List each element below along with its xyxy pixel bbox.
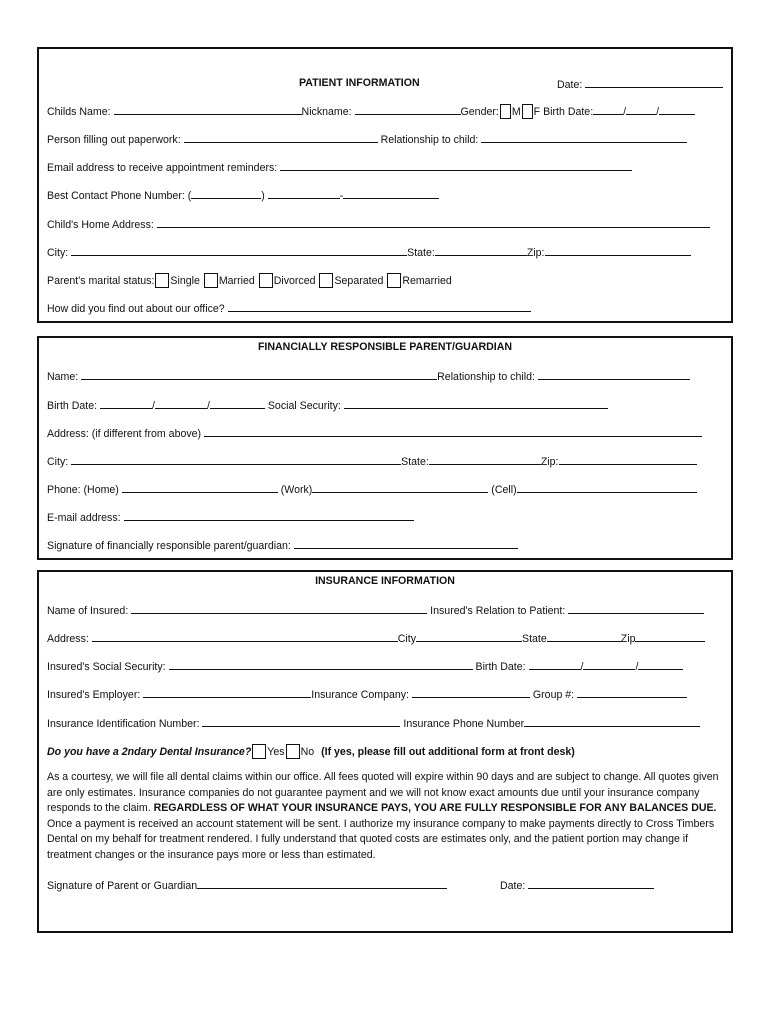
second-dental-question: Do you have a 2ndary Dental Insurance?	[47, 746, 252, 758]
gender-m-checkbox[interactable]	[500, 104, 511, 119]
home-address-label: Child's Home Address:	[47, 219, 154, 231]
ins-id-field[interactable]	[202, 716, 400, 727]
courtesy-text-1: As a courtesy, we will file all dental claims within our office. All fees quoted will expire within 90 days and are subject to change. All quotes given are only estimates. Insurance companies do not guarantee payment and we will not know exact amounts due until your insurance company responds to the claim.	[47, 771, 719, 815]
ins-city-field[interactable]	[416, 631, 522, 642]
second-dental-yes-checkbox[interactable]	[252, 744, 266, 759]
zip-field[interactable]	[545, 245, 691, 256]
city-field[interactable]	[71, 245, 407, 256]
ins-address-label: Address:	[47, 633, 89, 645]
insurance-information-section: INSURANCE INFORMATION Name of Insured: Insured's Relation to Patient: Address: City State Zip Insured's Social Security: Birth Date: / / Insured's Employer: Insurance Company: Group #: Insurance Identification Number: Insurance Phone Number Do you have a 2ndary Dental Insurance? Yes No (If yes, please fill out additional form at front desk) As a courtesy, we will file all dental claims within our office. All fees quoted will expire within 90 days and are subject to change. All quotes given are only estimates. Insurance companies do not guarantee payment and we will not know exact amounts due until your insurance company responds to the claim. REGARDLESS OF WHAT YOUR INSURANCE PAYS, YOU ARE FULLY RESPONSIBLE FOR ANY BALANCES DUE. Once a payment is received an account statement will be sent. I authorize my insurance company to make payments directly to Cross Timbers Dental on my behalf for treatment rendered. I fully understand that quoted costs are estimates only, and the patient portion may change if treatment changes or the insurance pays more or less than estimated. Signature of Parent or Guardian Date:	[37, 570, 733, 933]
gender-f-label: F	[533, 106, 541, 118]
ins-employer-label: Insured's Employer:	[47, 689, 141, 701]
state-field[interactable]	[435, 245, 527, 256]
ins-birth-month-field[interactable]	[529, 659, 581, 670]
birth-day-field[interactable]	[626, 104, 656, 115]
courtesy-bold-text: REGARDLESS OF WHAT YOUR INSURANCE PAYS, YOU ARE FULLY RESPONSIBLE FOR ANY BALANCES DUE.	[153, 802, 717, 815]
relationship-field[interactable]	[481, 132, 687, 143]
fin-zip-label: Zip:	[540, 456, 559, 468]
fin-name-field[interactable]	[81, 369, 437, 380]
nickname-field[interactable]	[355, 104, 461, 115]
marital-separated-label: Separated	[334, 275, 384, 287]
patient-information-section: PATIENT INFORMATION Date: Childs Name: Nickname: Gender: M F Birth Date: / / Person filling out paperwork: Relationship to child: Email address to receive appointment reminders: Best Contact Phone Number: ( ) - Child's Home Address: City: State: Zip: Parent's marital status: Single Married Divorced Separated Remarried How did you find out about our office?	[37, 47, 733, 323]
fin-signature-label: Signature of financially responsible parent/guardian:	[47, 540, 291, 552]
gender-label: Gender:	[460, 106, 499, 118]
birth-month-field[interactable]	[593, 104, 623, 115]
fin-phone-cell-field[interactable]	[517, 482, 697, 493]
ins-state-field[interactable]	[547, 631, 621, 642]
ins-birth-date-label: Birth Date:	[475, 661, 526, 673]
ins-phone-field[interactable]	[524, 716, 700, 727]
email-reminders-field[interactable]	[280, 160, 632, 171]
second-dental-note: (If yes, please fill out additional form at front desk)	[321, 746, 575, 758]
city-label: City:	[47, 247, 69, 259]
fin-ssn-field[interactable]	[344, 398, 608, 409]
financial-responsible-section: FINANCIALLY RESPONSIBLE PARENT/GUARDIAN Name: Relationship to child: Birth Date: / / Social Security: Address: (if different from above) City: State: Zip: Phone: (Home) (Work) (Cell) E-mail address: Signature of financially responsible parent/guardian:	[37, 336, 733, 560]
fin-phone-work-label: (Work)	[280, 484, 313, 496]
marital-divorced-label: Divorced	[273, 275, 316, 287]
find-out-field[interactable]	[228, 301, 531, 312]
ins-group-label: Group #:	[532, 689, 575, 701]
fin-phone-work-field[interactable]	[312, 482, 488, 493]
ins-zip-field[interactable]	[635, 631, 705, 642]
home-address-field[interactable]	[157, 217, 710, 228]
financial-section-title: FINANCIALLY RESPONSIBLE PARENT/GUARDIAN	[257, 341, 513, 353]
fin-birth-month-field[interactable]	[100, 398, 152, 409]
second-dental-yes-label: Yes	[267, 746, 285, 758]
nickname-label: Nickname:	[301, 106, 352, 118]
fin-name-label: Name:	[47, 371, 79, 383]
patient-section-title: PATIENT INFORMATION	[299, 77, 420, 89]
courtesy-paragraph	[47, 770, 719, 864]
person-filling-field[interactable]	[184, 132, 378, 143]
gender-m-label: M	[511, 106, 521, 118]
marital-remarried-label: Remarried	[402, 275, 452, 287]
fin-phone-cell-label: (Cell)	[491, 484, 517, 496]
fin-state-field[interactable]	[429, 454, 541, 465]
ins-birth-year-field[interactable]	[638, 659, 683, 670]
ins-date-label: Date:	[500, 880, 526, 892]
phone-prefix-field[interactable]	[268, 188, 340, 199]
insurance-section-title: INSURANCE INFORMATION	[315, 575, 455, 587]
birth-year-field[interactable]	[659, 104, 695, 115]
find-out-label: How did you find out about our office?	[47, 303, 225, 315]
fin-phone-home-field[interactable]	[122, 482, 278, 493]
email-reminders-label: Email address to receive appointment reminders:	[47, 162, 278, 174]
ins-ssn-field[interactable]	[169, 659, 473, 670]
ins-relation-label: Insured's Relation to Patient:	[430, 605, 566, 617]
ins-employer-field[interactable]	[143, 687, 311, 698]
fin-address-label: Address: (if different from above)	[47, 428, 202, 440]
marital-single-label: Single	[170, 275, 200, 287]
ins-address-field[interactable]	[92, 631, 398, 642]
date-field[interactable]	[585, 77, 723, 88]
ins-company-label: Insurance Company:	[311, 689, 409, 701]
gender-f-checkbox[interactable]	[522, 104, 533, 119]
childs-name-label: Childs Name:	[47, 106, 111, 118]
ins-id-label: Insurance Identification Number:	[47, 718, 200, 730]
ins-phone-label: Insurance Phone Number	[403, 718, 525, 730]
ins-name-label: Name of Insured:	[47, 605, 129, 617]
marital-single-checkbox[interactable]	[155, 273, 169, 288]
fin-state-label: State:	[401, 456, 429, 468]
childs-name-field[interactable]	[114, 104, 302, 115]
date-label: Date:	[557, 79, 583, 91]
courtesy-text-2: Once a payment is received an account statement will be sent. I authorize my insurance company to make payments directly to Cross Timbers Dental on my behalf for treatment rendered. I fully understand that quoted costs are estimates only, and the patient portion may change if treatment changes or the insurance pays more or less than estimated.	[47, 817, 715, 861]
ins-date-field[interactable]	[528, 878, 654, 889]
fin-phone-home-label: Phone: (Home)	[47, 484, 119, 496]
ins-name-field[interactable]	[131, 603, 427, 614]
ins-ssn-label: Insured's Social Security:	[47, 661, 166, 673]
best-phone-label: Best Contact Phone Number:	[47, 190, 185, 202]
fin-zip-field[interactable]	[559, 454, 697, 465]
ins-city-label: City	[397, 633, 417, 645]
fin-relationship-field[interactable]	[538, 369, 690, 380]
ins-signature-field[interactable]	[197, 878, 447, 889]
relationship-label: Relationship to child:	[380, 134, 479, 146]
marital-married-label: Married	[218, 275, 255, 287]
second-dental-no-label: No	[300, 746, 315, 758]
marital-separated-checkbox[interactable]	[319, 273, 333, 288]
fin-city-field[interactable]	[71, 454, 401, 465]
marital-divorced-checkbox[interactable]	[259, 273, 273, 288]
ins-relation-field[interactable]	[568, 603, 704, 614]
ins-company-field[interactable]	[412, 687, 530, 698]
fin-city-label: City:	[47, 456, 69, 468]
ins-birth-day-field[interactable]	[583, 659, 635, 670]
fin-address-field[interactable]	[204, 426, 702, 437]
fin-birth-year-field[interactable]	[210, 398, 265, 409]
phone-area-field[interactable]	[191, 188, 261, 199]
ins-signature-label: Signature of Parent or Guardian	[47, 880, 198, 892]
fin-email-label: E-mail address:	[47, 512, 121, 524]
person-filling-label: Person filling out paperwork:	[47, 134, 181, 146]
fin-ssn-label: Social Security:	[267, 400, 341, 412]
fin-birth-day-field[interactable]	[155, 398, 207, 409]
ins-state-label: State	[522, 633, 547, 645]
birth-date-label: Birth Date:	[543, 106, 594, 118]
second-dental-no-checkbox[interactable]	[286, 744, 300, 759]
ins-zip-label: Zip	[620, 633, 636, 645]
marital-status-label: Parent's marital status:	[47, 275, 155, 287]
fin-birth-date-label: Birth Date:	[47, 400, 98, 412]
phone-line-field[interactable]	[343, 188, 439, 199]
marital-married-checkbox[interactable]	[204, 273, 218, 288]
state-label: State:	[407, 247, 435, 259]
fin-signature-field[interactable]	[294, 538, 518, 549]
marital-remarried-checkbox[interactable]	[387, 273, 401, 288]
ins-group-field[interactable]	[577, 687, 687, 698]
fin-email-field[interactable]	[124, 510, 414, 521]
fin-relationship-label: Relationship to child:	[437, 371, 535, 383]
zip-label: Zip:	[526, 247, 545, 259]
